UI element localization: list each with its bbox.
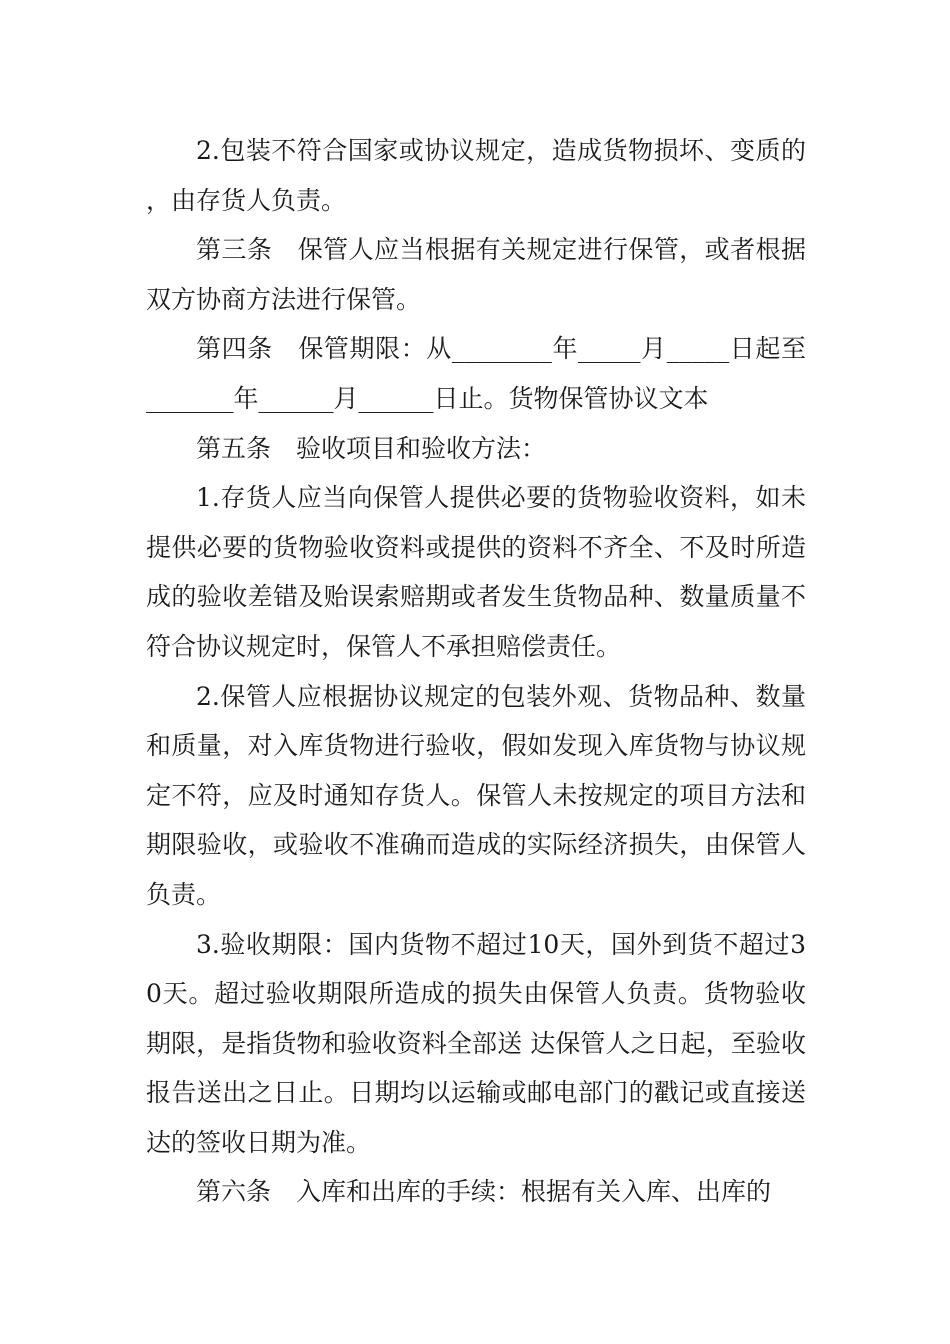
paragraph-article-5-item-1: 1.存货人应当向保管人提供必要的货物验收资料，如未提供必要的货物验收资料或提供的资料不齐全、不及时所造成的验收差错及贻误索赔期或者发生货物品种、数量质量不符合协议规定时，保管人不承担赔偿责任。 (146, 483, 806, 661)
paragraph-article-5-heading: 第五条 验收项目和验收方法： (196, 433, 547, 463)
paragraph-article-5-item-2: 2.保管人应根据协议规定的包装外观、货物品种、数量和质量，对入库货物进行验收，假如发现入库货物与协议规定不符，应及时通知存货人。保管人未按规定的项目方法和期限验收，或验收不准确而造成的实际经济损失，由保管人负责。 (146, 681, 806, 909)
paragraph-article-3: 第三条 保管人应当根据有关规定进行保管，或者根据双方协商方法进行保管。 (146, 235, 806, 314)
paragraph-article-6: 第六条 入库和出库的手续：根据有关入库、出库的 (196, 1177, 772, 1207)
paragraph-article-5-item-3: 3.验收期限：国内货物不超过10天，国外到货不超过30天。超过验收期限所造成的损失由保管人负责。货物验收期限，是指货物和验收资料全部送 达保管人之日起，至验收报告送出之日止。日期均以运输或邮电部门的戳记或直接送达的签收日期为准。 (146, 929, 806, 1157)
paragraph-article-4: 第四条 保管期限：从________年_____月_____日起至_______年______月______日止。货物保管协议文本 (146, 334, 806, 413)
document-page (146, 126, 806, 1217)
paragraph-packaging-responsibility: 2.包装不符合国家或协议规定，造成货物损坏、变质的，由存货人负责。 (146, 136, 806, 215)
